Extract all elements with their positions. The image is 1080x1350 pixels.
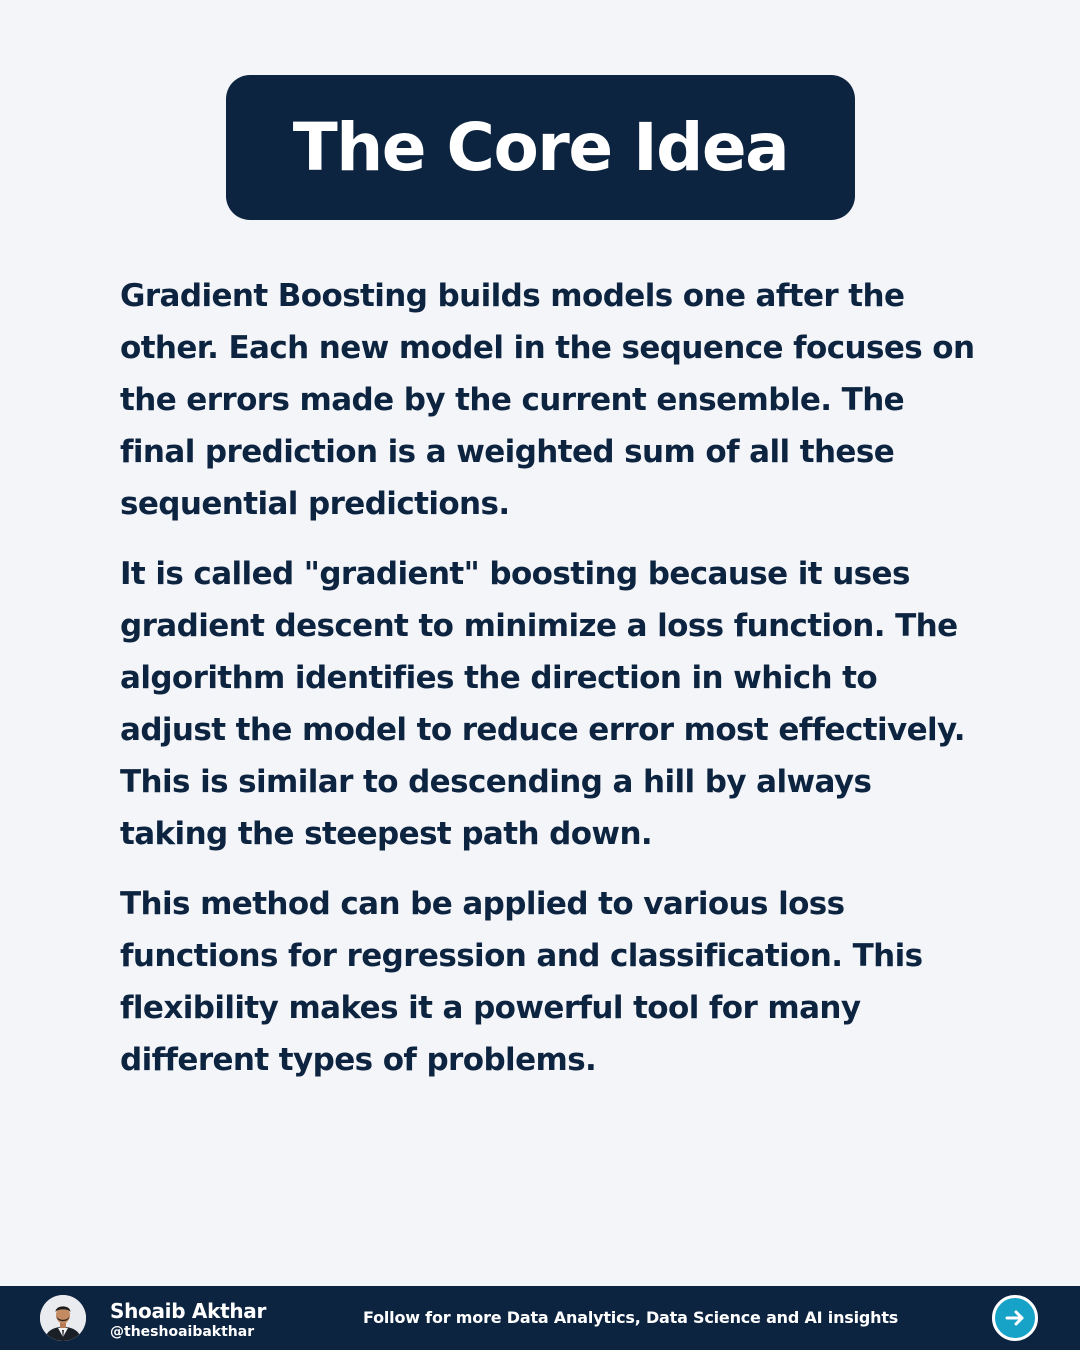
paragraph-2: It is called "gradient" boosting because it uses gradient descent to minimize a loss function. The algorithm identifies the direction in which to adjust the model to reduce error most effectively. This is similar to descending a hill by always taking the steepest path down. (120, 556, 965, 852)
paragraph-3: This method can be applied to various loss functions for regression and classification. This flexibility makes it a powerful tool for many different types of problems. (120, 886, 923, 1078)
title-banner (226, 75, 855, 220)
author-handle: @theshoaibakthar (110, 1324, 255, 1340)
follow-cta: Follow for more Data Analytics, Data Science and AI insights (363, 1308, 899, 1327)
avatar (40, 1295, 86, 1341)
author-name: Shoaib Akthar (110, 1299, 267, 1323)
author-portrait-icon (40, 1295, 86, 1341)
main-content (120, 270, 980, 1104)
paragraph-1: Gradient Boosting builds models one after the other. Each new model in the sequence focuses on the errors made by the current ensemble. The final prediction is a weighted sum of all these sequential predictions. (120, 278, 975, 522)
next-slide-button[interactable] (992, 1295, 1038, 1341)
page-title: The Core Idea (292, 109, 789, 186)
arrow-right-icon (1002, 1305, 1028, 1331)
footer-bar (0, 1286, 1080, 1350)
